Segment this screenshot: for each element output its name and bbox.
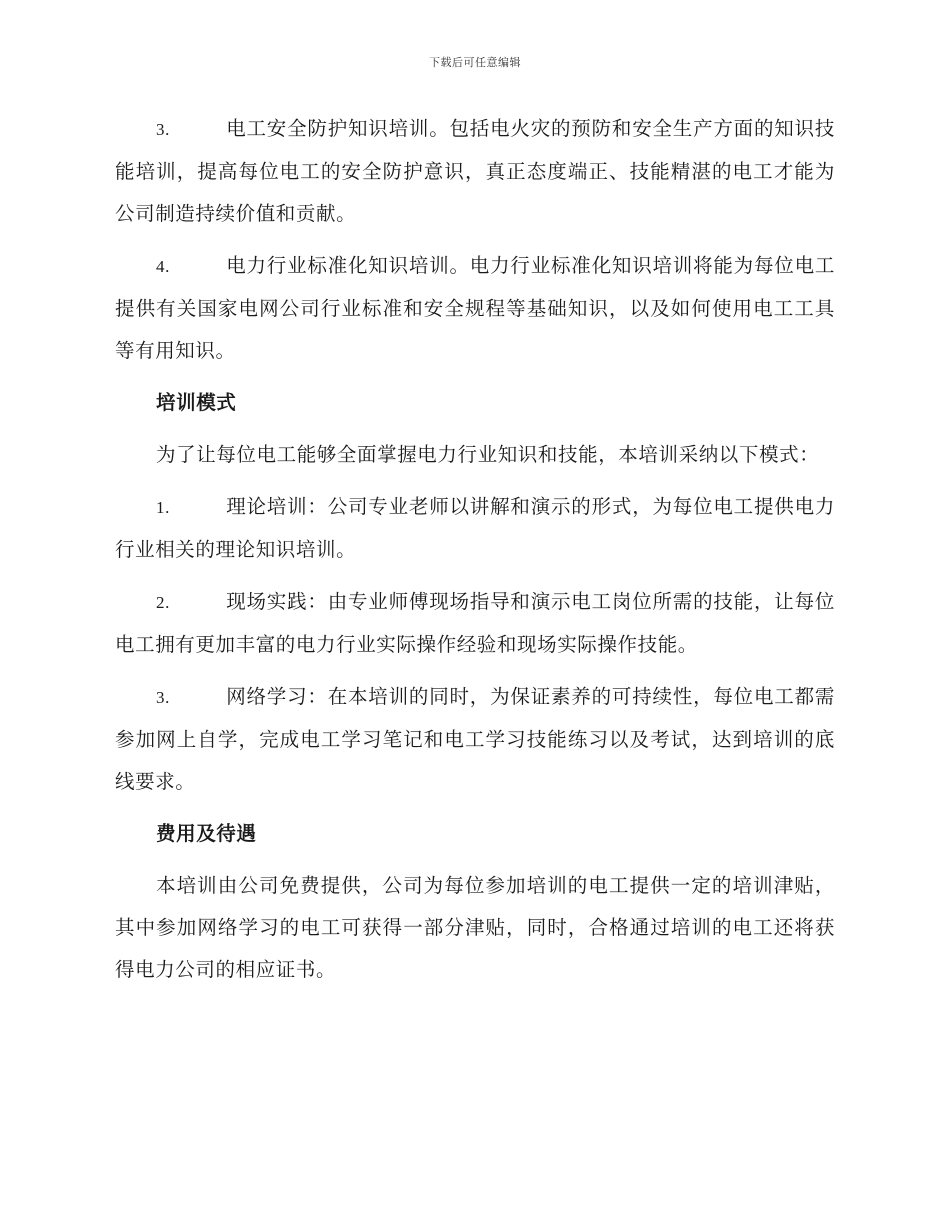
list-item-standardization-training bbox=[115, 245, 835, 372]
list-item-theory-training bbox=[115, 486, 835, 571]
page-header: 下载后可任意编辑 bbox=[429, 56, 521, 69]
list-item-field-practice bbox=[115, 581, 835, 666]
list-number: 3. bbox=[156, 120, 170, 139]
document-body bbox=[115, 108, 835, 1001]
list-number: 3. bbox=[156, 688, 170, 707]
list-item-text: 网络学习：在本培训的同时，为保证素养的可持续性，每位电工都需参加网上自学，完成电工学习笔记和电工学习技能练习以及考试，达到培训的底线要求。 bbox=[115, 685, 835, 793]
list-number: 2. bbox=[156, 593, 170, 612]
section-heading-training-mode: 培训模式 bbox=[156, 391, 237, 414]
list-item-text: 电工安全防护知识培训。包括电火灾的预防和安全生产方面的知识技能培训，提高每位电工的安全防护意识，真正态度端正、技能精湛的电工才能为公司制造持续价值和贡献。 bbox=[115, 117, 835, 225]
list-item-text: 电力行业标准化知识培训。电力行业标准化知识培训将能为每位电工提供有关国家电网公司行业标准和安全规程等基础知识，以及如何使用电工工具等有用知识。 bbox=[115, 254, 835, 362]
list-number: 4. bbox=[156, 257, 170, 276]
paragraph-costs-benefits: 本培训由公司免费提供，公司为每位参加培训的电工提供一定的培训津贴，其中参加网络学习的电工可获得一部分津贴，同时，合格通过培训的电工还将获得电力公司的相应证书。 bbox=[115, 874, 835, 981]
paragraph-training-mode-intro: 为了让每位电工能够全面掌握电力行业知识和技能，本培训采纳以下模式： bbox=[156, 443, 820, 466]
section-heading-costs-benefits: 费用及待遇 bbox=[156, 822, 257, 845]
list-item-online-learning bbox=[115, 676, 835, 803]
list-item-text: 现场实践：由专业师傅现场指导和演示电工岗位所需的技能，让每位电工拥有更加丰富的电力行业实际操作经验和现场实际操作技能。 bbox=[115, 590, 835, 656]
list-item-text: 理论培训：公司专业老师以讲解和演示的形式，为每位电工提供电力行业相关的理论知识培训。 bbox=[115, 495, 835, 561]
list-item-safety-training bbox=[115, 108, 835, 235]
list-number: 1. bbox=[156, 498, 170, 517]
